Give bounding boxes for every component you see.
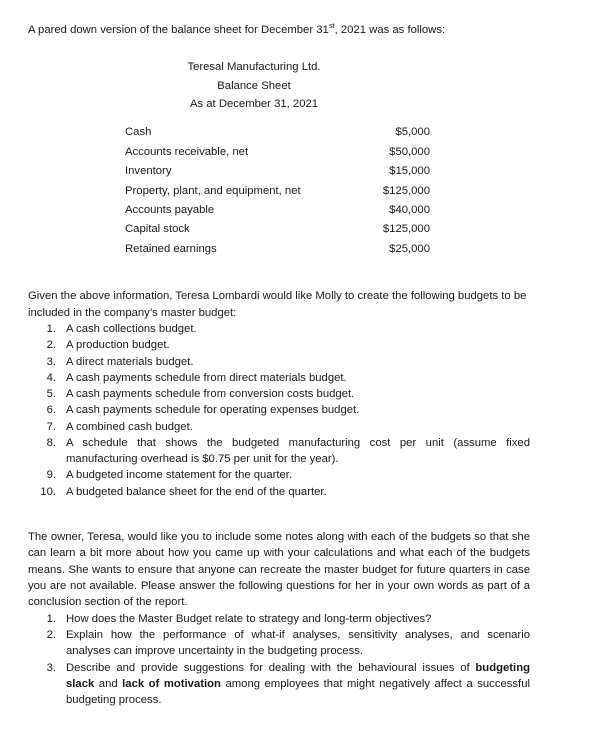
list-item [28,660,530,709]
intro-paragraph [28,22,530,38]
list-item [28,370,530,386]
question-text-part2: and [94,677,123,690]
list-item-text: A combined cash budget. [66,420,193,433]
list-item-text: A cash collections budget. [66,322,197,335]
list-marker: 10. [40,485,56,498]
table-row [125,182,430,201]
table-row [125,240,430,259]
list-item-text: A schedule that shows the budgeted manufacturing cost per unit (assume fixed manufacturing overhead is $0.75 per unit for the year). [66,436,530,466]
list-item [28,435,530,468]
question-text-part1: Describe and provide suggestions for dealing with the behavioural issues of [66,661,476,674]
list-item [28,402,530,418]
account-label: Capital stock [125,223,190,236]
balance-sheet-table [28,123,530,259]
account-label: Retained earnings [125,242,217,255]
list-marker: 2. [46,629,56,642]
list-item-text: How does the Master Budget relate to strategy and long-term objectives? [66,612,432,625]
list-marker: 3. [46,355,56,368]
company-name: Teresal Manufacturing Ltd. [187,61,321,74]
list-marker: 2. [46,339,56,352]
list-item-text [66,660,530,709]
account-value: $25,000 [389,242,430,255]
question-bold-lack-of-motivation: lack of motivation [122,677,221,690]
list-item [28,611,530,627]
table-row [125,162,430,181]
budgets-list [28,321,530,500]
list-marker: 7. [46,420,56,433]
intro-text-after: , 2021 was as follows: [334,24,446,36]
list-marker: 6. [46,404,56,417]
question-text-part3: among employees that might negatively affect a successful budgeting process. [66,677,530,707]
account-label: Property, plant, and equipment, net [125,184,301,197]
question-bold-budgeting-slack: budgeting slack [66,661,530,690]
list-item-text: A direct materials budget. [66,355,194,368]
ordinal-superscript: st [328,21,335,31]
list-item-text: A budgeted balance sheet for the end of the quarter. [66,485,327,498]
list-marker: 5. [46,388,56,401]
budgets-intro-paragraph: Given the above information, Teresa Lombardi would like Molly to create the following budgets to be included in the company’s master budget: [28,290,527,319]
list-item-text: A production budget. [66,339,170,352]
list-item [28,484,530,500]
list-item [28,337,530,353]
list-item [28,321,530,337]
list-item-text: A budgeted income statement for the quarter. [66,469,293,482]
account-value: $125,000 [382,184,430,197]
list-item-text: Explain how the performance of what-if analyses, sensitivity analyses, and scenario analyses can improve uncertainty in the budgeting process. [66,629,530,658]
account-value: $40,000 [389,203,430,216]
intro-text-before: A pared down version of the balance sheet for December 31 [28,24,329,36]
table-row [125,143,430,162]
statement-title: Balance Sheet [217,79,291,92]
list-item [28,386,530,402]
questions-list [28,611,530,709]
list-marker: 8. [46,436,56,449]
statement-date: As at December 31, 2021 [189,97,319,110]
list-marker: 1. [46,612,56,625]
table-row [125,220,430,239]
account-value: $125,000 [382,223,430,236]
owner-paragraph: The owner, Teresa, would like you to include some notes along with each of the budgets so that she can learn a bit more about how you came up with your calculations and what each of the budgets means. She wants to ensure that anyone can recreate the master budget for future quarters in case you are not available. Please answer the following questions for her in your own words as part of a conclusion section of the report. [28,530,530,609]
list-marker: 9. [46,469,56,482]
list-marker: 3. [46,661,56,674]
list-item [28,419,530,435]
account-value: $50,000 [389,145,430,158]
list-item [28,354,530,370]
table-row [125,201,430,220]
list-item-text: A cash payments schedule from direct materials budget. [66,371,347,384]
account-value: $5,000 [395,126,430,139]
balance-sheet-block [28,58,530,259]
account-label: Inventory [125,165,172,178]
list-item-text: A cash payments schedule from conversion costs budget. [66,388,355,401]
list-marker: 1. [46,322,56,335]
list-item [28,627,530,660]
list-item-text: A cash payments schedule for operating expenses budget. [66,404,360,417]
account-label: Cash [125,126,152,139]
account-value: $15,000 [389,165,430,178]
list-item [28,467,530,483]
account-label: Accounts receivable, net [125,145,249,158]
table-row [125,123,430,142]
account-label: Accounts payable [125,203,215,216]
list-marker: 4. [46,371,56,384]
